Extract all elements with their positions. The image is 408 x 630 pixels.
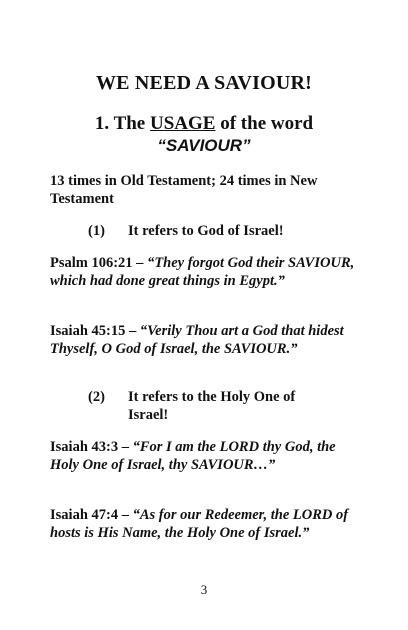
point-2-text-line1: It refers to the Holy One of [128,389,296,405]
point-1-number: (1) [88,223,105,239]
verse-quote: “For I am the LORD thy God, the Holy One of Israel, thy SAVIOUR…” [50,439,336,473]
point-1-text: It refers to God of Israel! [128,223,284,239]
verse-quote: “As for our Redeemer, the LORD of hosts is His Name, the Holy One of Israel.” [50,507,349,541]
verse-reference: Isaiah 47:4 – [50,507,133,523]
verse-reference: Isaiah 43:3 – [50,439,133,455]
page-title: WE NEED A SAVIOUR! [95,72,313,94]
section-underlined-word: USAGE [150,113,216,134]
page-number: 3 [200,582,208,597]
verse-isaiah-45-15 [50,322,368,358]
section-suffix: of the word [220,113,314,134]
section-quoted-word: “SAVIOUR” [157,136,251,155]
section-heading-line1 [0,113,408,135]
verse-reference: Psalm 106:21 – [50,255,148,271]
verse-isaiah-47-4 [50,506,368,542]
verse-isaiah-43-3 [50,438,368,474]
point-1 [88,222,348,240]
point-2 [88,388,348,424]
verse-psalm-106-21 [50,254,368,290]
verse-reference: Isaiah 45:15 – [50,323,140,339]
point-2-number: (2) [88,389,105,405]
verse-quote: “They forgot God their SAVIOUR, which had done great things in Egypt.” [50,255,355,289]
section-prefix: The [113,113,146,134]
point-2-text-line2: Israel! [128,407,169,423]
section-heading [0,113,408,157]
occurrence-count: 13 times in Old Testament; 24 times in New Testament [50,173,318,207]
section-number: 1. [94,113,110,134]
verse-quote: “Verily Thou art a God that hidest Thyself, O God of Israel, the SAVIOUR.” [50,323,344,357]
